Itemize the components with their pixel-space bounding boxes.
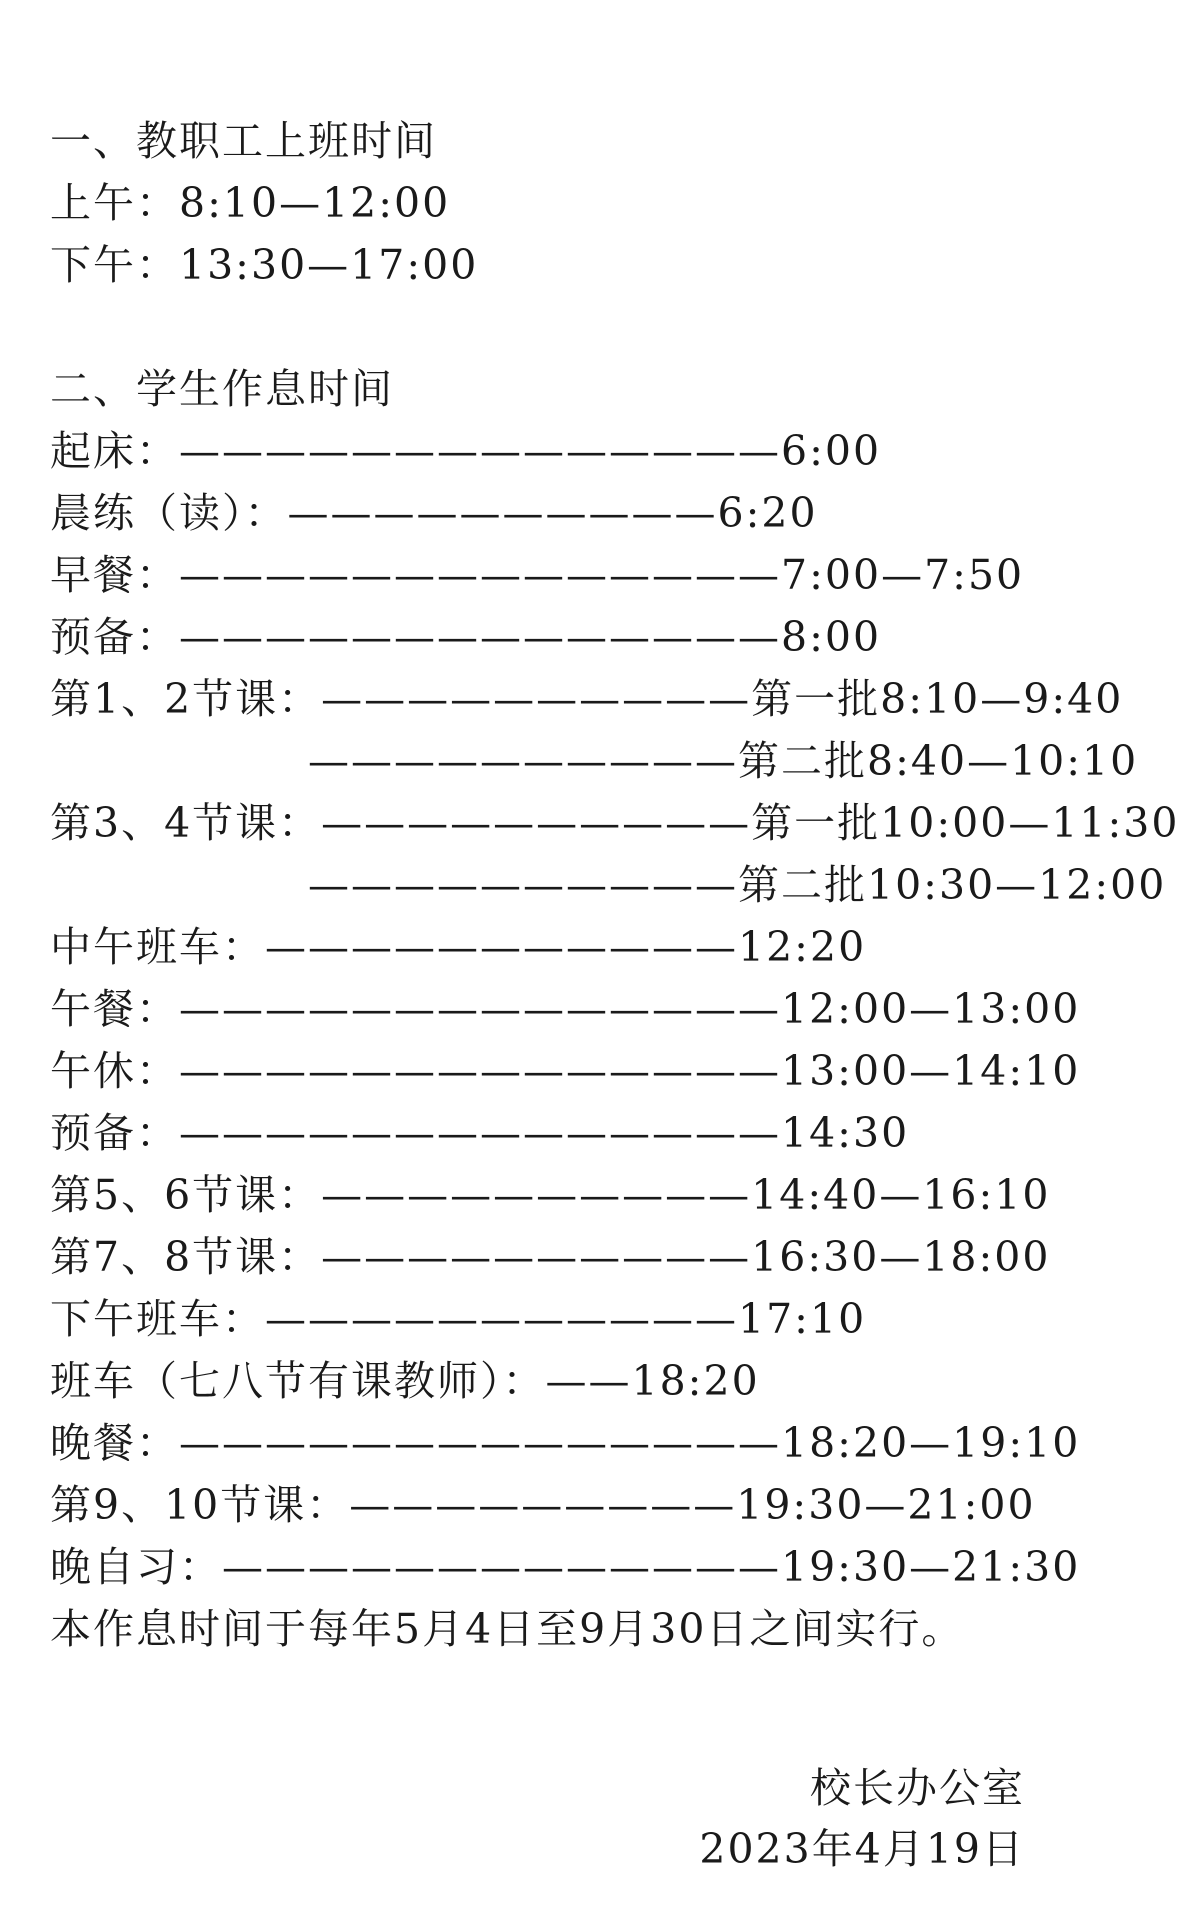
- schedule-row-preparation-afternoon: 预备：——————————————14:30: [50, 1109, 910, 1157]
- schedule-row-noon-bus: 中午班车：———————————12:20: [50, 923, 867, 971]
- schedule-row-periods-7-8: 第7、8节课：——————————16:30—18:00: [50, 1233, 1051, 1281]
- section2-heading: 二、学生作息时间: [50, 365, 394, 413]
- schedule-row-breakfast: 早餐：——————————————7:00—7:50: [50, 551, 1025, 599]
- schedule-row-periods-9-10: 第9、10节课：—————————19:30—21:00: [50, 1481, 1036, 1529]
- schedule-row-lunch: 午餐：——————————————12:00—13:00: [50, 985, 1081, 1033]
- schedule-row-periods-1-2-batch-1: 第1、2节课：——————————第一批8:10—9:40: [50, 675, 1124, 723]
- schedule-row-dinner: 晚餐：——————————————18:20—19:10: [50, 1419, 1081, 1467]
- schedule-row-evening-study: 晚自习：—————————————19:30—21:30: [50, 1543, 1081, 1591]
- section1-heading: 一、教职工上班时间: [50, 117, 437, 165]
- schedule-row-teacher-bus: 班车（七八节有课教师）：——18:20: [50, 1357, 760, 1405]
- schedule-row-periods-3-4-batch-2: ——————————第二批10:30—12:00: [308, 861, 1167, 909]
- schedule-row-wake-up: 起床：——————————————6:00: [50, 427, 882, 475]
- signature-date: 2023年4月19日: [699, 1825, 1025, 1873]
- schedule-note: 本作息时间于每年5月4日至9月30日之间实行。: [50, 1605, 965, 1653]
- signature-org: 校长办公室: [810, 1764, 1025, 1812]
- staff-afternoon-hours: 下午：13:30—17:00: [50, 241, 479, 289]
- schedule-row-nap: 午休：——————————————13:00—14:10: [50, 1047, 1081, 1095]
- schedule-row-periods-1-2-batch-2: ——————————第二批8:40—10:10: [308, 737, 1139, 785]
- spacer: [50, 296, 1040, 358]
- schedule-row-morning-exercise: 晨练（读）：——————————6:20: [50, 489, 818, 537]
- document-body: [50, 110, 1179, 1660]
- schedule-row-preparation-morning: 预备：——————————————8:00: [50, 613, 882, 661]
- staff-morning-hours: 上午：8:10—12:00: [50, 179, 451, 227]
- schedule-row-periods-3-4-batch-1: 第3、4节课：——————————第一批10:00—11:30: [50, 799, 1179, 847]
- schedule-row-periods-5-6: 第5、6节课：——————————14:40—16:10: [50, 1171, 1051, 1219]
- schedule-row-afternoon-bus: 下午班车：———————————17:10: [50, 1295, 867, 1343]
